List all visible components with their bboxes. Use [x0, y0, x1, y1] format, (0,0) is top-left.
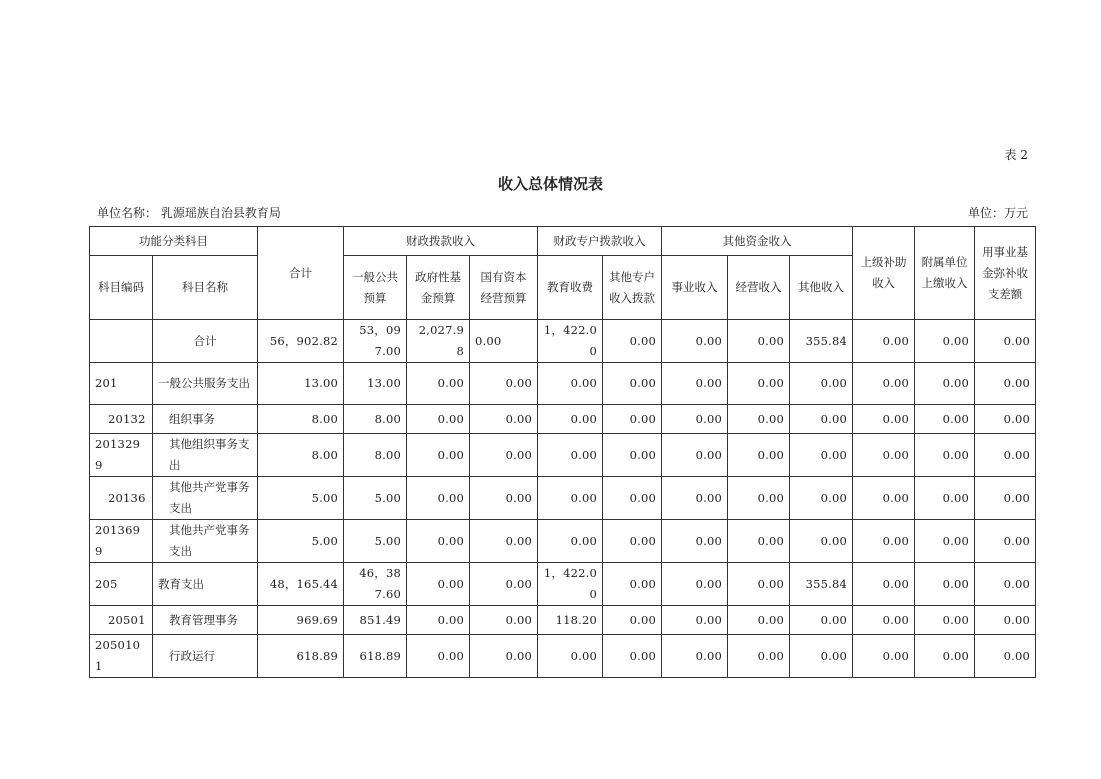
row-value: 0.00: [975, 320, 1036, 363]
row-value: 0.00: [790, 520, 853, 563]
row-value: 355.84: [790, 320, 853, 363]
row-value: 56，902.82: [258, 320, 344, 363]
row-value: 0.00: [915, 635, 975, 678]
row-value: 0.00: [915, 363, 975, 405]
row-value: 0.00: [975, 363, 1036, 405]
table-row: [90, 363, 1036, 405]
header-other-operating: 经营收入: [728, 256, 790, 320]
row-value: 0.00: [470, 320, 538, 363]
row-value: 0.00: [915, 606, 975, 635]
header-total: 合计: [258, 227, 344, 320]
row-value: 0.00: [470, 434, 538, 477]
header-other-funds: 其他资金收入: [662, 227, 853, 256]
row-value: 0.00: [662, 434, 728, 477]
row-value: 0.00: [915, 520, 975, 563]
row-value: 0.00: [728, 563, 790, 606]
row-value: 0.00: [790, 434, 853, 477]
table-number: 表 2: [1004, 148, 1028, 162]
row-value: 0.00: [603, 477, 662, 520]
header-code: 科目编码: [90, 256, 153, 320]
row-value: 0.00: [470, 363, 538, 405]
row-name: 教育管理事务: [153, 606, 258, 635]
row-value: 0.00: [538, 520, 603, 563]
row-value: 0.00: [728, 477, 790, 520]
row-value: 0.00: [470, 520, 538, 563]
row-value: 0.00: [853, 405, 915, 434]
table-row: [90, 563, 1036, 606]
row-value: 0.00: [975, 606, 1036, 635]
row-value: 0.00: [470, 606, 538, 635]
row-value: 0.00: [538, 477, 603, 520]
row-value: 2,027.98: [407, 320, 470, 363]
row-value: 53，097.00: [344, 320, 407, 363]
row-value: 8.00: [344, 434, 407, 477]
table-row: [90, 405, 1036, 434]
row-value: 1，422.00: [538, 563, 603, 606]
row-value: 0.00: [790, 405, 853, 434]
table-body: [90, 320, 1036, 678]
header-fiscal-gov-fund: 政府性基金预算: [407, 256, 470, 320]
row-value: 0.00: [470, 405, 538, 434]
row-value: 0.00: [790, 606, 853, 635]
row-value: 13.00: [258, 363, 344, 405]
row-name: 其他组织事务支出: [153, 434, 258, 477]
row-value: 5.00: [344, 520, 407, 563]
row-value: 0.00: [915, 405, 975, 434]
row-value: 0.00: [407, 405, 470, 434]
row-code: 2013699: [90, 520, 153, 563]
row-value: 0.00: [662, 606, 728, 635]
header-special-edu: 教育收费: [538, 256, 603, 320]
row-name: 其他共产党事务支出: [153, 477, 258, 520]
row-value: 8.00: [258, 434, 344, 477]
row-value: 0.00: [470, 635, 538, 678]
row-value: 969.69: [258, 606, 344, 635]
row-value: 0.00: [470, 563, 538, 606]
row-code: 20501: [90, 606, 153, 635]
header-fiscal-state-capital: 国有资本经营预算: [470, 256, 538, 320]
row-value: 0.00: [975, 477, 1036, 520]
row-value: 0.00: [662, 520, 728, 563]
row-code: 20132: [90, 405, 153, 434]
row-value: 0.00: [915, 563, 975, 606]
row-value: 0.00: [407, 520, 470, 563]
row-value: 0.00: [728, 320, 790, 363]
row-value: 0.00: [728, 405, 790, 434]
row-value: 0.00: [407, 563, 470, 606]
row-name: 教育支出: [153, 563, 258, 606]
row-value: 0.00: [790, 363, 853, 405]
row-value: 0.00: [603, 520, 662, 563]
row-value: 0.00: [853, 434, 915, 477]
header-fiscal: 财政拨款收入: [344, 227, 538, 256]
row-value: 0.00: [662, 477, 728, 520]
row-value: 0.00: [975, 434, 1036, 477]
header-affiliated: 附属单位上缴收入: [915, 227, 975, 320]
row-value: 0.00: [603, 434, 662, 477]
row-value: 0.00: [853, 635, 915, 678]
row-value: 0.00: [662, 320, 728, 363]
row-value: 0.00: [538, 363, 603, 405]
row-value: 13.00: [344, 363, 407, 405]
row-value: 8.00: [344, 405, 407, 434]
row-value: 0.00: [603, 363, 662, 405]
header-other-other: 其他收入: [790, 256, 853, 320]
row-value: 0.00: [470, 477, 538, 520]
row-value: 0.00: [975, 405, 1036, 434]
row-code: 20136: [90, 477, 153, 520]
row-value: 0.00: [728, 434, 790, 477]
row-name: 其他共产党事务支出: [153, 520, 258, 563]
table-row: [90, 320, 1036, 363]
table-row: [90, 520, 1036, 563]
header-name: 科目名称: [153, 256, 258, 320]
row-value: 0.00: [853, 563, 915, 606]
row-value: 0.00: [728, 363, 790, 405]
row-value: 5.00: [344, 477, 407, 520]
row-value: 618.89: [344, 635, 407, 678]
table-header: [90, 227, 1036, 320]
table-row: [90, 477, 1036, 520]
row-value: 0.00: [603, 563, 662, 606]
income-summary-table: [89, 226, 1036, 678]
row-value: 618.89: [258, 635, 344, 678]
header-special-other: 其他专户收入拨款: [603, 256, 662, 320]
row-value: 0.00: [975, 520, 1036, 563]
row-value: 0.00: [603, 405, 662, 434]
row-value: 1，422.00: [538, 320, 603, 363]
row-value: 851.49: [344, 606, 407, 635]
row-value: 0.00: [728, 520, 790, 563]
row-value: 0.00: [538, 635, 603, 678]
unit-name: 单位名称： 乳源瑶族自治县教育局: [97, 206, 281, 220]
row-value: 0.00: [538, 434, 603, 477]
row-value: 48，165.44: [258, 563, 344, 606]
row-value: 0.00: [603, 606, 662, 635]
row-value: 0.00: [407, 434, 470, 477]
header-superior-subsidy: 上级补助收入: [853, 227, 915, 320]
row-value: 0.00: [407, 635, 470, 678]
row-code: 2050101: [90, 635, 153, 678]
header-func-class: 功能分类科目: [90, 227, 258, 256]
row-value: 46，387.60: [344, 563, 407, 606]
row-value: 355.84: [790, 563, 853, 606]
row-value: 0.00: [915, 320, 975, 363]
table-row: [90, 635, 1036, 678]
row-value: 5.00: [258, 520, 344, 563]
row-value: 0.00: [915, 477, 975, 520]
row-value: 0.00: [853, 606, 915, 635]
row-name: 合计: [153, 320, 258, 363]
row-value: 0.00: [975, 563, 1036, 606]
row-value: 0.00: [853, 320, 915, 363]
unit-label: 单位：万元: [967, 206, 1028, 220]
header-fiscal-general: 一般公共预算: [344, 256, 407, 320]
row-code: [90, 320, 153, 363]
row-value: 0.00: [853, 520, 915, 563]
row-value: 0.00: [603, 635, 662, 678]
row-value: 0.00: [915, 434, 975, 477]
row-code: 2013299: [90, 434, 153, 477]
header-fund-balance: 用事业基金弥补收支差额: [975, 227, 1036, 320]
header-special: 财政专户拨款收入: [538, 227, 662, 256]
row-value: 0.00: [603, 320, 662, 363]
row-value: 0.00: [662, 405, 728, 434]
row-value: 0.00: [662, 635, 728, 678]
header-other-business: 事业收入: [662, 256, 728, 320]
row-name: 一般公共服务支出: [153, 363, 258, 405]
row-value: 0.00: [853, 477, 915, 520]
row-code: 205: [90, 563, 153, 606]
table-row: [90, 434, 1036, 477]
row-code: 201: [90, 363, 153, 405]
row-value: 0.00: [407, 477, 470, 520]
row-value: 0.00: [790, 477, 853, 520]
row-value: 0.00: [407, 606, 470, 635]
row-value: 0.00: [662, 563, 728, 606]
table-row: [90, 606, 1036, 635]
row-value: 0.00: [790, 635, 853, 678]
page-title: 收入总体情况表: [497, 175, 603, 193]
row-value: 0.00: [853, 363, 915, 405]
row-value: 0.00: [407, 363, 470, 405]
row-value: 118.20: [538, 606, 603, 635]
row-value: 8.00: [258, 405, 344, 434]
row-value: 0.00: [728, 635, 790, 678]
row-value: 0.00: [975, 635, 1036, 678]
row-value: 0.00: [538, 405, 603, 434]
row-value: 0.00: [662, 363, 728, 405]
row-value: 5.00: [258, 477, 344, 520]
row-name: 组织事务: [153, 405, 258, 434]
row-name: 行政运行: [153, 635, 258, 678]
row-value: 0.00: [728, 606, 790, 635]
